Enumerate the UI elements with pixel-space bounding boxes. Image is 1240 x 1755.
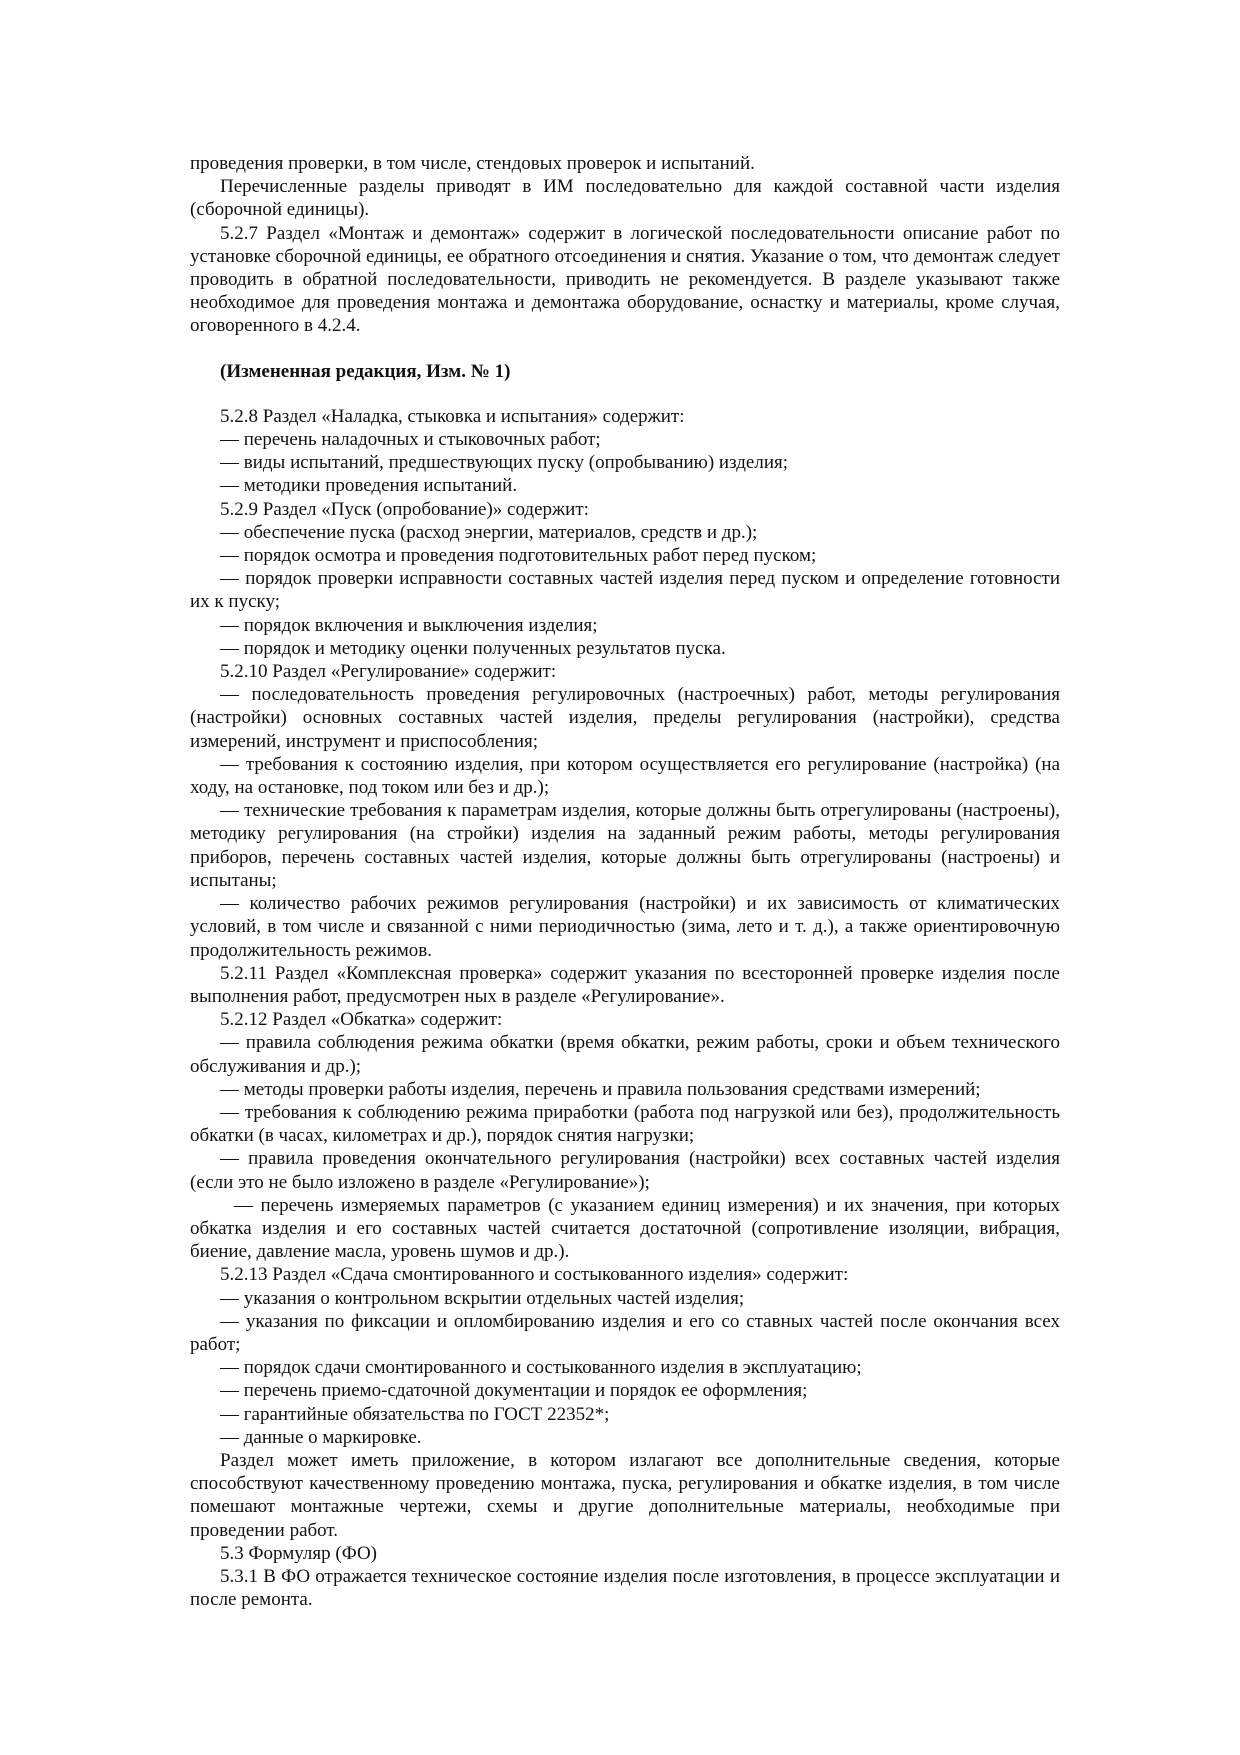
list-item: — методы проверки работы изделия, перечень и правила пользования средствами измерений; xyxy=(220,1078,981,1100)
list-item: — последовательность проведения регулировочных (настроечных) работ, методы регулирования (настройки) основных составных частей изделия, пределы регулирования (настройки), средства измерений, инструмент и приспособления; xyxy=(190,684,1060,752)
section-heading: 5.2.11 Раздел «Комплексная проверка» содержит указания по всесторонней проверке изделия после выполнения работ, предусмотрен ных в разделе «Регулирование». xyxy=(190,962,1060,1007)
paragraph: 5.3.1 В ФО отражается техническое состояние изделия после изготовления, в процессе эксплуатации и после ремонта. xyxy=(190,1565,1060,1611)
list-item: — методики проведения испытаний. xyxy=(220,475,518,497)
list-item: — указания о контрольном вскрытии отдельных частей изделия; xyxy=(220,1287,745,1309)
section-heading: 5.2.10 Раздел «Регулирование» содержит: xyxy=(220,661,557,683)
section-heading: 5.2.12 Раздел «Обкатка» содержит: xyxy=(220,1009,503,1031)
list-item: — правила соблюдения режима обкатки (время обкатки, режим работы, сроки и объем технического обслуживания и др.); xyxy=(190,1032,1060,1077)
document-page xyxy=(190,152,1060,1611)
list-item: — порядок включения и выключения изделия; xyxy=(220,614,598,636)
section-heading: 5.3 Формуляр (ФО) xyxy=(220,1542,378,1564)
revision-note-heading: (Измененная редакция, Изм. № 1) xyxy=(220,360,511,382)
list-item: — гарантийные обязательства по ГОСТ 22352*; xyxy=(220,1403,610,1425)
list-item: — перечень измеряемых параметров (с указанием единиц измерения) и их значения, при которых обкатка изделия и его составных частей считается достаточной (сопротивление изоляции, вибрация, биение, давление масла, уровень шумов и др.). xyxy=(190,1194,1060,1263)
list-item: — перечень приемо-сдаточной документации и порядок ее оформления; xyxy=(220,1380,808,1402)
list-item: — технические требования к параметрам изделия, которые должны быть отрегулированы (настроены), методику регулирования (на стройки) изделия на заданный режим работы, методы регулирования приборов, перечень составных частей изделия, которые должны быть отрегулированы (настроены) и испытаны; xyxy=(190,800,1060,891)
paragraph: Перечисленные разделы приводят в ИМ последовательно для каждой составной части изделия (сборочной единицы). xyxy=(190,176,1060,221)
list-item: — данные о маркировке. xyxy=(220,1426,422,1448)
paragraph: Раздел может иметь приложение, в котором излагают все дополнительные сведения, которые способствуют качественному проведению монтажа, пуска, регулирования и обкатке изделия, в том числе помешают монтажные чертежи, схемы и другие дополнительные материалы, необходимые при проведении работ. xyxy=(190,1449,1060,1541)
list-item: — количество рабочих режимов регулирования (настройки) и их зависимость от климатических условий, в том числе и связанной с ними периодичностью (зима, лето и т. д.), а также ориентировочную продолжительность режимов. xyxy=(190,893,1060,961)
list-item: — правила проведения окончательного регулирования (настройки) всех составных частей изделия (если это не было изложено в разделе «Регулирование»); xyxy=(190,1148,1060,1193)
list-item: — порядок и методику оценки полученных результатов пуска. xyxy=(220,637,726,659)
list-item: — порядок проверки исправности составных частей изделия перед пуском и определение готовности их к пуску; xyxy=(190,568,1060,613)
section-heading: 5.2.8 Раздел «Наладка, стыковка и испытания» содержит: xyxy=(220,405,685,427)
list-item: — обеспечение пуска (расход энергии, материалов, средств и др.); xyxy=(220,521,758,543)
list-item: — перечень наладочных и стыковочных работ; xyxy=(220,429,601,451)
list-item: — виды испытаний, предшествующих пуску (опробыванию) изделия; xyxy=(220,452,789,474)
list-item: — порядок сдачи смонтированного и состыкованного изделия в эксплуатацию; xyxy=(220,1357,862,1379)
list-item: — указания по фиксации и опломбированию изделия и его со ставных частей после окончания всех работ; xyxy=(190,1310,1060,1355)
list-item: — требования к соблюдению режима приработки (работа под нагрузкой или без), продолжительность обкатки (в часах, километрах и др.), порядок снятия нагрузки; xyxy=(190,1101,1060,1147)
list-item: — требования к состоянию изделия, при котором осуществляется его регулирование (настройка) (на ходу, на остановке, под током или без и др.); xyxy=(190,753,1060,799)
section-heading: 5.2.13 Раздел «Сдача смонтированного и состыкованного изделия» содержит: xyxy=(220,1264,849,1286)
paragraph: проведения проверки, в том числе, стендовых проверок и испытаний. xyxy=(190,153,755,174)
paragraph: 5.2.7 Раздел «Монтаж и демонтаж» содержит в логической последовательности описание работ по установке сборочной единицы, ее обратного отсоединения и снятия. Указание о том, что демонтаж следует проводить в обратной последовательности, приводить не рекомендуется. В разделе указывают также необходимое для проведения монтажа и демонтажа оборудование, оснастку и материалы, кроме случая, оговоренного в 4.2.4. xyxy=(190,222,1060,337)
list-item: — порядок осмотра и проведения подготовительных работ перед пуском; xyxy=(220,545,817,567)
section-heading: 5.2.9 Раздел «Пуск (опробование)» содержит: xyxy=(220,498,589,520)
